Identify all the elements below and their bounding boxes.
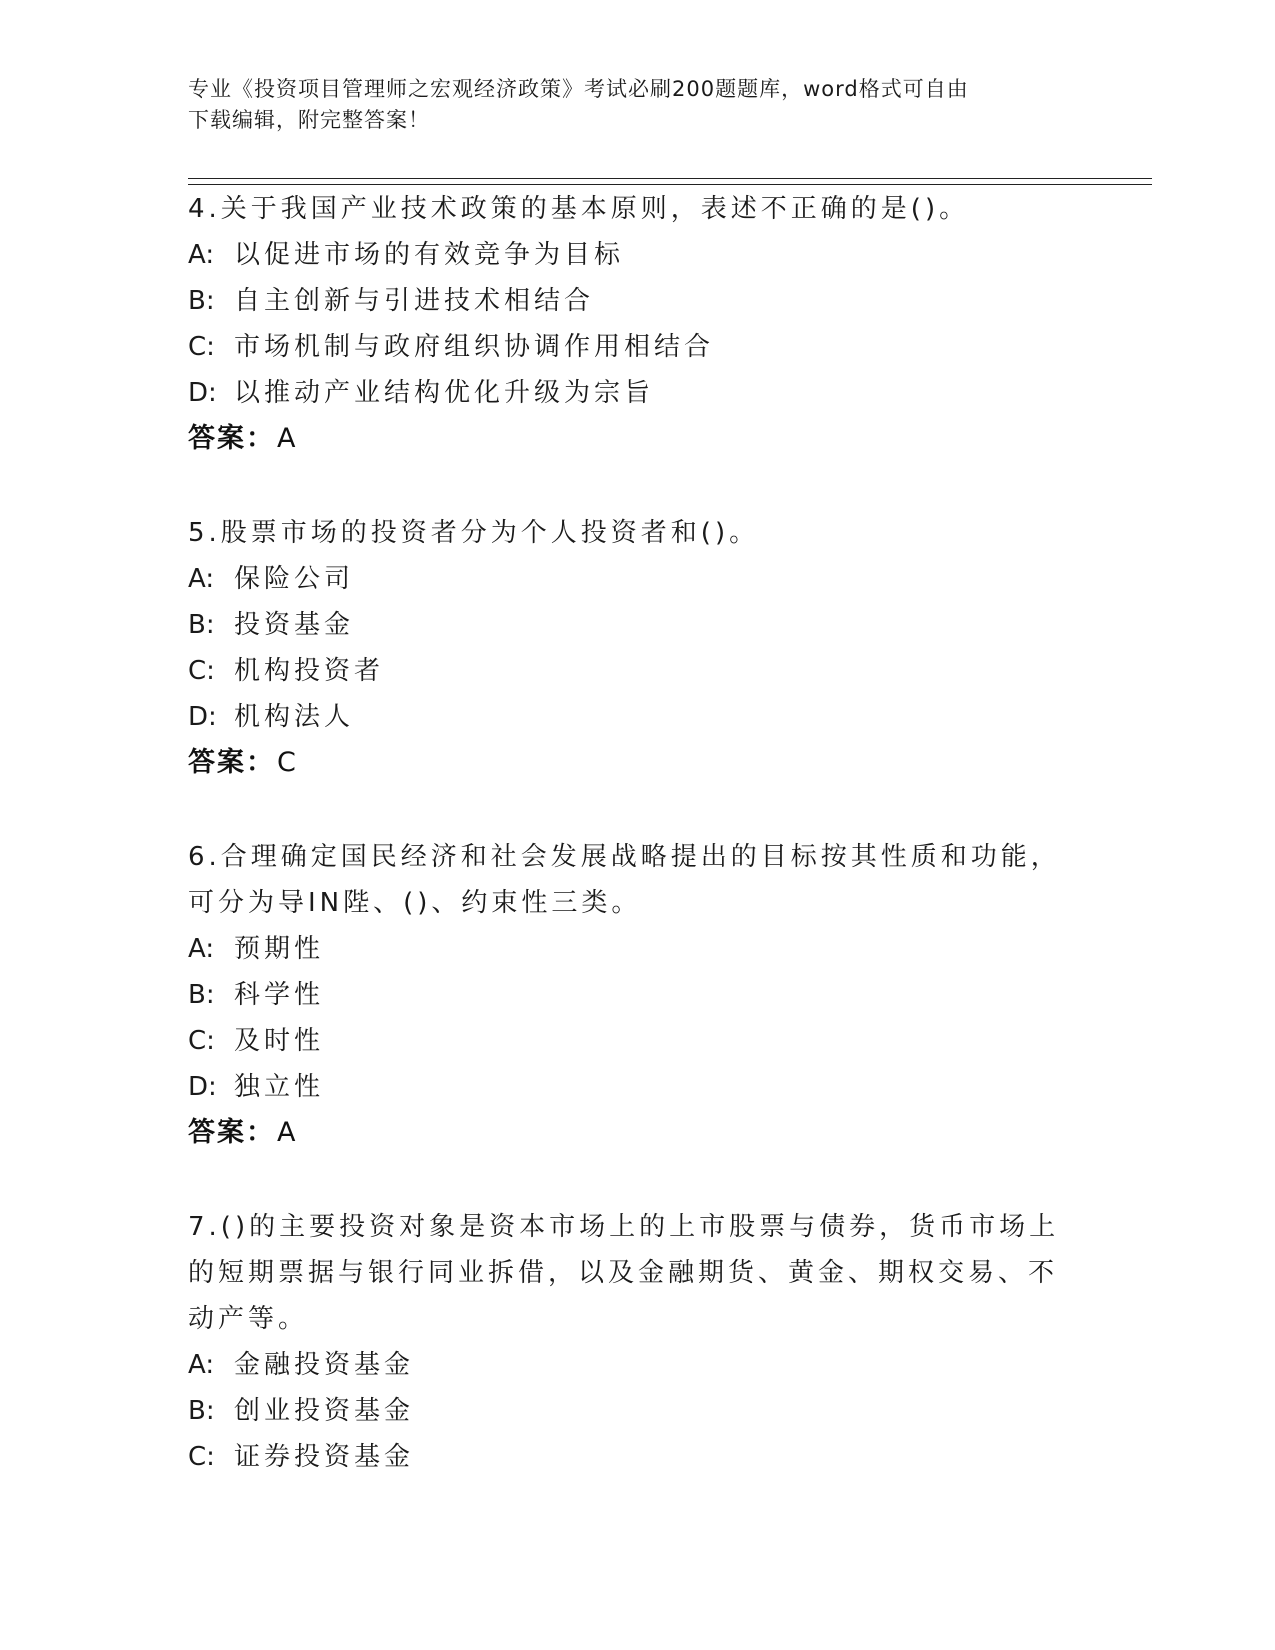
question-7 [188,1204,1068,1480]
option-b [188,972,1068,1018]
answer-value: C [277,747,298,778]
option-text: 市场机制与政府组织协调作用相结合 [234,332,715,362]
option-a [188,926,1068,972]
question-5 [188,510,1068,786]
option-key: D: [188,1072,217,1102]
option-text: 及时性 [234,1026,325,1056]
option-a [188,232,1068,278]
answer-label: 答案： [188,1117,275,1148]
option-b [188,278,1068,324]
header-line-1: 专业《投资项目管理师之宏观经济政策》考试必刷200题题库，word格式可自由 [188,77,969,101]
option-text: 自主创新与引进技术相结合 [234,286,595,316]
option-key: A: [188,934,215,964]
option-c [188,1018,1068,1064]
question-stem: 5.股票市场的投资者分为个人投资者和()。 [188,518,760,548]
option-text: 创业投资基金 [234,1396,415,1426]
answer-line [188,740,1068,786]
option-c [188,324,1068,370]
option-key: B: [188,610,215,640]
option-key: C: [188,656,215,686]
option-a [188,1342,1068,1388]
option-text: 证券投资基金 [234,1442,415,1472]
option-text: 以促进市场的有效竞争为目标 [234,240,625,270]
option-c [188,648,1068,694]
option-c [188,1434,1068,1480]
option-text: 投资基金 [234,610,355,640]
question-stem: 4.关于我国产业技术政策的基本原则，表述不正确的是()。 [188,194,970,224]
question-6 [188,834,1068,1156]
option-d [188,694,1068,740]
header-line-2: 下载编辑，附完整答案！ [188,108,430,132]
option-b [188,1388,1068,1434]
option-text: 预期性 [234,934,325,964]
answer-value: A [277,1117,298,1148]
option-text: 独立性 [234,1072,325,1102]
option-key: B: [188,980,215,1010]
option-text: 金融投资基金 [234,1350,415,1380]
header-divider-top [188,178,1152,179]
answer-value: A [277,423,298,454]
option-d [188,370,1068,416]
option-a [188,556,1068,602]
option-text: 保险公司 [234,564,355,594]
option-text: 机构法人 [234,702,355,732]
option-key: A: [188,1350,215,1380]
question-stem: 6.合理确定国民经济和社会发展战略提出的目标按其性质和功能，可分为导IN陛、()、约束性三类。 [188,842,1061,918]
answer-label: 答案： [188,747,275,778]
option-key: D: [188,378,217,408]
option-text: 机构投资者 [234,656,385,686]
question-list [188,186,1068,1528]
answer-line [188,416,1068,462]
option-key: A: [188,240,215,270]
option-key: B: [188,1396,215,1426]
option-text: 科学性 [234,980,325,1010]
option-d [188,1064,1068,1110]
question-stem: 7.()的主要投资对象是资本市场上的上市股票与债券，货币市场上的短期票据与银行同业拆借，以及金融期货、黄金、期权交易、不动产等。 [188,1212,1060,1334]
header-divider-bottom [188,184,1152,185]
option-text: 以推动产业结构优化升级为宗旨 [234,378,655,408]
option-key: C: [188,332,215,362]
document-header [188,74,1088,136]
option-b [188,602,1068,648]
option-key: C: [188,1026,215,1056]
option-key: A: [188,564,215,594]
answer-label: 答案： [188,423,275,454]
answer-line [188,1110,1068,1156]
option-key: D: [188,702,217,732]
question-4 [188,186,1068,462]
option-key: C: [188,1442,215,1472]
option-key: B: [188,286,215,316]
